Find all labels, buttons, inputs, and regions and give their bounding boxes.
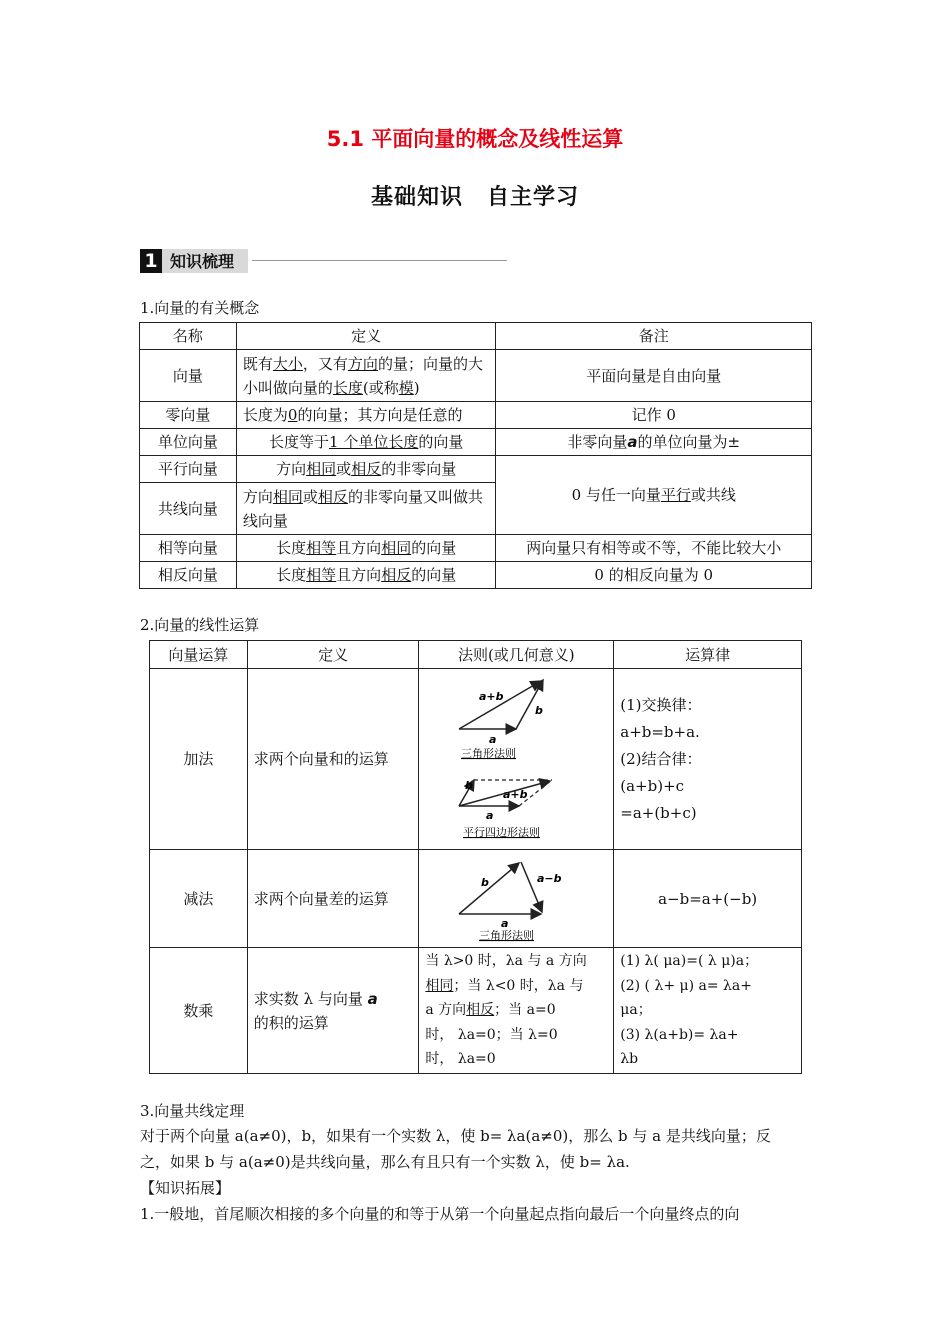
heading-linear-operations: 2.向量的线性运算 (140, 616, 260, 634)
tri-label-a: a (489, 733, 497, 746)
row-note (496, 456, 812, 535)
text: ，又有 (302, 354, 348, 373)
table-row (150, 948, 802, 1074)
text: 长度 (276, 566, 307, 584)
subtitle-part-2: 自主学习 (487, 185, 580, 210)
table-row (140, 456, 812, 483)
row-name: 相等向量 (140, 535, 237, 562)
law-line: μa； (620, 1002, 652, 1018)
text: 的向量 (418, 433, 464, 451)
sub-label-a: a (501, 916, 509, 930)
text: 或 (336, 460, 352, 478)
table-row (140, 402, 812, 429)
text: (或称 (362, 378, 399, 397)
row-name: 平行向量 (140, 456, 237, 483)
blank-answer: 相同 (381, 539, 412, 557)
row-definition (236, 483, 496, 535)
blank-answer: 长度 (332, 378, 363, 397)
section-rule (252, 260, 507, 261)
row-definition: 求两个向量和的运算 (247, 669, 419, 850)
row-name: 零向量 (140, 402, 237, 429)
text: 或共线 (690, 486, 736, 504)
sub-label-diff: a−b (537, 871, 562, 885)
rule-line: 时， λa=0；当 λ=0 (425, 1026, 558, 1043)
row-note: 记作 0 (496, 402, 812, 429)
table-row (140, 535, 812, 562)
header-law: 运算律 (614, 641, 802, 669)
header-rule: 法则(或几何意义) (419, 641, 614, 669)
table-row (140, 350, 812, 402)
blank-answer: 相等 (306, 539, 337, 557)
law-line: λb (620, 1051, 639, 1067)
header-note: 备注 (496, 323, 812, 350)
blank-answer: 相反 (466, 1002, 495, 1018)
row-name: 向量 (140, 350, 237, 402)
paragraph-line: 1.一般地，首尾顺次相接的多个向量的和等于从第一个向量起点指向最后一个向量终点的向 (140, 1205, 740, 1223)
row-definition (236, 402, 496, 429)
blank-answer: 1 个单位长度 (329, 433, 419, 451)
text: 的量；向量的大小叫做向量的 (242, 354, 483, 397)
row-name: 减法 (150, 850, 248, 948)
par-label-b: b (465, 779, 474, 792)
row-definition (236, 429, 496, 456)
text: 0 与任一向量 (571, 486, 661, 504)
blank-answer: 0 (287, 406, 298, 424)
law-line: (a+b)+c (620, 776, 685, 795)
sub-vector-diff (521, 862, 542, 912)
row-name: 数乘 (150, 948, 248, 1074)
text: 且方向 (336, 539, 382, 557)
concepts-table (139, 322, 812, 589)
row-note: 0 的相反向量为 0 (496, 562, 812, 589)
text: 求实数 λ 与向量 (253, 989, 368, 1008)
par-label-a: a (486, 809, 494, 822)
text: a 方向 (425, 1002, 467, 1018)
rule-line (425, 974, 607, 999)
text: ) (413, 378, 420, 397)
paragraph-line: 对于两个向量 a(a≠0)，b，如果有一个实数 λ，使 b= λa(a≠0)，那么 b 与 a 是共线向量；反 (140, 1127, 771, 1145)
blank-answer: 平行 (660, 486, 691, 504)
tri-caption: 三角形法则 (461, 747, 517, 760)
par-caption: 平行四边形法则 (463, 826, 541, 839)
blank-answer: 相反 (317, 487, 348, 506)
text: 且方向 (336, 566, 382, 584)
row-definition (247, 948, 419, 1074)
row-definition (236, 562, 496, 589)
rule-line: 时， λa=0 (425, 1051, 496, 1067)
row-note (496, 429, 812, 456)
par-label-sum: a+b (503, 788, 528, 801)
heading-vector-concepts: 1.向量的有关概念 (140, 299, 260, 317)
blank-answer: 方向 (347, 354, 378, 373)
row-note: 两向量只有相等或不等，不能比较大小 (496, 535, 812, 562)
row-definition (236, 535, 496, 562)
theorem-paragraph (140, 1123, 810, 1227)
paragraph-line: 之，如果 b 与 a(a≠0)是共线向量，那么有且只有一个实数 λ，使 b= λa. (140, 1153, 630, 1171)
row-name: 共线向量 (140, 483, 237, 535)
text: 长度为 (242, 406, 288, 424)
law-line: a+b=b+a. (620, 722, 700, 741)
text: 的单位向量为± (637, 433, 741, 451)
law-line: (2) ( λ+ μ) a= λa+ (620, 977, 752, 994)
text: 方向 (242, 487, 273, 506)
text: 长度 (276, 539, 307, 557)
law-line: (3) λ(a+b)= λa+ (620, 1026, 739, 1043)
subtraction-diagram (419, 850, 614, 948)
tri-label-b: b (535, 704, 544, 717)
row-definition (236, 456, 496, 483)
law-line: (1)交换律： (620, 695, 702, 714)
page-title: 5.1 平面向量的概念及线性运算 (326, 127, 624, 151)
section-subtitle (0, 180, 950, 211)
vector-symbol: a (367, 989, 378, 1008)
text: 的非零向量又叫做共线向量 (242, 487, 483, 530)
sub-vector-b (459, 863, 519, 914)
text: 非零向量 (567, 433, 628, 451)
row-name: 相反向量 (140, 562, 237, 589)
table-row (140, 429, 812, 456)
text: ；当 λ<0 时，λa 与 (453, 977, 584, 994)
row-note: 平面向量是自由向量 (496, 350, 812, 402)
addition-diagram-svg (441, 674, 591, 844)
rule-line: 当 λ>0 时，λa 与 a 方向 (425, 953, 587, 969)
header-operation: 向量运算 (150, 641, 248, 669)
tri-label-sum: a+b (479, 690, 504, 703)
law-line: (1) λ( μa)=( λ μ)a； (620, 953, 759, 969)
rule-line (425, 998, 607, 1023)
section-number: 1 (140, 249, 162, 273)
law-line: (2)结合律： (620, 749, 702, 768)
table-row (150, 669, 802, 850)
header-definition: 定义 (236, 323, 496, 350)
addition-laws (614, 669, 802, 850)
blank-answer: 大小 (272, 354, 303, 373)
table-header-row (140, 323, 812, 350)
vector-symbol: a (627, 433, 638, 451)
sub-label-b: b (481, 875, 490, 889)
text: 的非零向量 (381, 460, 457, 478)
text: 的向量 (411, 539, 457, 557)
text: 既有 (242, 354, 273, 373)
text: 的向量 (411, 566, 457, 584)
table-row (150, 850, 802, 948)
heading-collinear-theorem: 3.向量共线定理 (140, 1102, 245, 1120)
sub-caption: 三角形法则 (479, 928, 535, 942)
blank-answer: 相同 (272, 487, 303, 506)
text: 方向 (276, 460, 307, 478)
text: 或 (302, 487, 318, 506)
subtitle-part-1: 基础知识 (370, 185, 463, 210)
table-header-row (150, 641, 802, 669)
blank-answer: 相反 (381, 566, 412, 584)
text: ；当 a=0 (494, 1002, 556, 1018)
row-name: 加法 (150, 669, 248, 850)
scalar-laws (614, 948, 802, 1074)
blank-answer: 相反 (351, 460, 382, 478)
section-header (140, 248, 507, 273)
addition-diagrams (419, 669, 614, 850)
row-name: 单位向量 (140, 429, 237, 456)
text: 长度等于 (269, 433, 330, 451)
subtraction-diagram-svg (441, 854, 591, 944)
row-definition: 求两个向量差的运算 (247, 850, 419, 948)
blank-answer: 相同 (425, 977, 454, 994)
section-label: 知识梳理 (162, 249, 248, 273)
blank-answer: 相等 (306, 566, 337, 584)
blank-answer: 相同 (306, 460, 337, 478)
table-row (140, 562, 812, 589)
operations-table (149, 640, 802, 1074)
header-name: 名称 (140, 323, 237, 350)
scalar-rule (419, 948, 614, 1074)
text: 的向量；其方向是任意的 (297, 406, 463, 424)
row-definition (236, 350, 496, 402)
header-definition: 定义 (247, 641, 419, 669)
law-line: =a+(b+c) (620, 803, 697, 822)
knowledge-extension-title: 【知识拓展】 (140, 1179, 231, 1197)
subtraction-law: a−b=a+(−b) (614, 850, 802, 948)
text: 的积的运算 (253, 1013, 329, 1032)
blank-answer: 模 (398, 378, 414, 397)
